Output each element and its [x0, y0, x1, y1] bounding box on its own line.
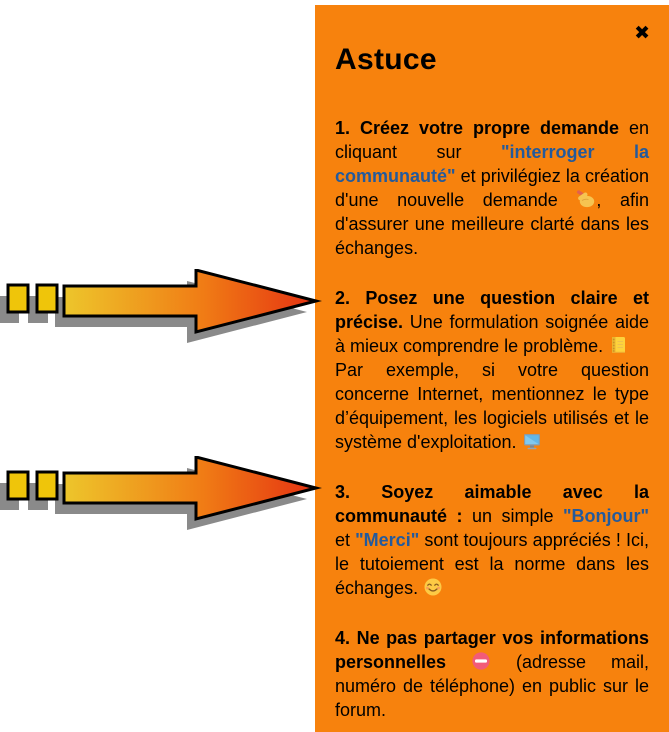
no-entry-icon — [471, 651, 491, 671]
tip-text: Une formulation soignée aide à mieux comprendre le problème. — [335, 311, 649, 356]
tip-text: 3. Soyez aimable avec la communauté : — [335, 481, 649, 526]
arrow-pointer-2 — [0, 456, 322, 536]
tip-link-text[interactable]: "interroger la communauté" — [335, 141, 649, 186]
bullet-square — [8, 285, 28, 312]
tip-text: en cliquant sur — [335, 117, 649, 162]
desktop-computer-icon — [522, 431, 542, 451]
arrow-pointer-1 — [0, 269, 322, 349]
tip-text: 4. Ne pas partager vos informations personnelles — [335, 627, 649, 672]
tip-text: et — [335, 529, 356, 550]
panel-title: Astuce — [335, 43, 437, 76]
smiling-face-icon — [423, 577, 443, 597]
tip-text: (adresse mail, numéro de téléphone) en public sur le forum. — [335, 651, 649, 720]
tips-list — [335, 116, 649, 722]
tip-text: , afin d'assurer une meilleure clarté dans les échanges. — [335, 189, 649, 258]
tip-text: un simple — [462, 505, 563, 526]
tip-paragraph — [335, 626, 649, 722]
tip-text: et privilégiez la création d'une nouvelle demande — [335, 165, 649, 210]
tip-link-text[interactable]: "Bonjour" — [562, 505, 649, 526]
tip-text: 1. Créez votre propre demande — [335, 117, 619, 138]
bullet-square — [37, 285, 57, 312]
ledger-icon — [608, 335, 628, 355]
bullet-square — [37, 472, 57, 499]
tip-text: sont toujours appréciés ! Ici, le tutoiement est la norme dans les échanges. — [335, 529, 649, 598]
astuce-panel — [315, 5, 669, 732]
tip-paragraph — [335, 480, 649, 600]
tip-link-text[interactable]: "Merci" — [355, 529, 420, 550]
writing-hand-icon — [576, 189, 596, 209]
tip-text: 2. Posez une question claire et précise. — [335, 287, 649, 332]
tip-paragraph — [335, 286, 649, 454]
tip-text: Par exemple, si votre question concerne Internet, mentionnez le type d’équipement, les logiciels utilisés et le système d'exploitation. — [335, 359, 649, 452]
tip-paragraph — [335, 116, 649, 260]
bullet-square — [8, 472, 28, 499]
close-icon[interactable]: ✖ — [634, 23, 650, 44]
